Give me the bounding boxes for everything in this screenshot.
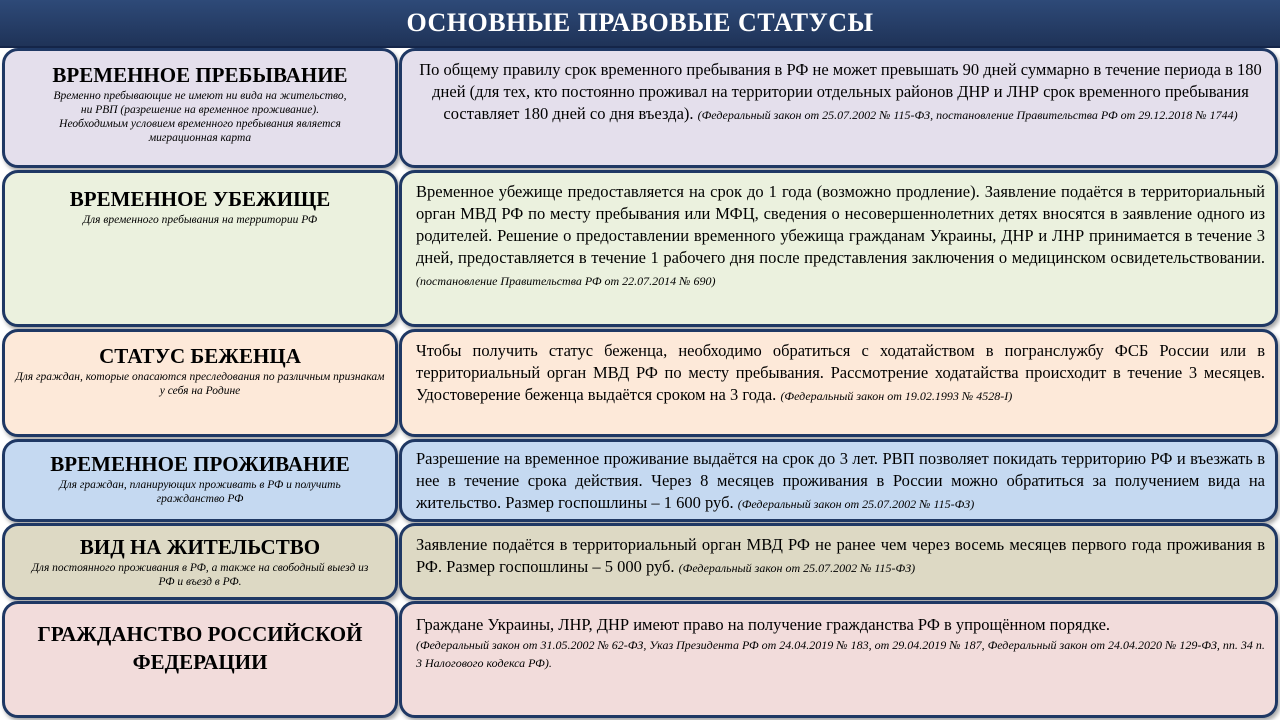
status-description-card bbox=[399, 523, 1278, 600]
status-text: Разрешение на временное проживание выдаётся на срок до 3 лет. РВП позволяет покидать территорию РФ и въезжать в нее в течение срока действия. Через 8 месяцев проживания в России можно обратиться за получением вида на жительство. Размер госпошлины – 1 600 руб. bbox=[416, 449, 1265, 512]
status-heading: ГРАЖДАНСТВО РОССИЙСКОЙ ФЕДЕРАЦИИ bbox=[37, 622, 363, 674]
legal-reference: (Федеральный закон от 25.07.2002 № 115-ФЗ) bbox=[678, 561, 916, 575]
status-description-card bbox=[399, 48, 1278, 168]
status-description bbox=[416, 338, 1265, 407]
status-description-card bbox=[399, 601, 1278, 718]
status-description bbox=[416, 532, 1265, 579]
page-title: ОСНОВНЫЕ ПРАВОВЫЕ СТАТУСЫ bbox=[0, 0, 1280, 48]
status-heading: ВИД НА ЖИТЕЛЬСТВО bbox=[79, 535, 321, 559]
status-description bbox=[416, 179, 1265, 292]
status-heading: ВРЕМЕННОЕ ПРЕБЫВАНИЕ bbox=[52, 63, 348, 87]
status-row-refugee bbox=[0, 329, 1280, 439]
status-description-card bbox=[399, 170, 1278, 327]
status-heading: ВРЕМЕННОЕ УБЕЖИЩЕ bbox=[69, 187, 331, 211]
status-subtitle: Для граждан, которые опасаются преследования по различным признакам у себя на Родине bbox=[15, 371, 385, 397]
status-label-card bbox=[2, 48, 398, 168]
legal-reference: (Федеральный закон от 19.02.1993 № 4528-I) bbox=[780, 389, 1013, 403]
status-row-temporary-asylum bbox=[0, 170, 1280, 328]
status-label-card bbox=[2, 601, 398, 718]
legal-reference: (Федеральный закон от 25.07.2002 № 115-ФЗ, постановление Правительства РФ от 29.12.2018 № 1744) bbox=[697, 108, 1238, 122]
status-heading: СТАТУС БЕЖЕНЦА bbox=[99, 344, 301, 368]
status-row-temporary-stay bbox=[0, 48, 1280, 170]
legal-reference: (Федеральный закон от 31.05.2002 № 62-ФЗ, Указ Президента РФ от 24.04.2019 № 183, от 29.04.2019 № 187, Федеральный закон от 24.04.2020 № 129-ФЗ, пп. 34 п. 3 Налогового кодекса РФ). bbox=[416, 638, 1265, 670]
status-subtitle: Временно пребывающие не имеют ни вида на жительство, ни РВП (разрешение на временное проживание). Необходимым условием временного пребывания является миграционная карта bbox=[53, 90, 347, 144]
status-description-card bbox=[399, 439, 1278, 522]
status-description bbox=[416, 57, 1265, 126]
status-text: Заявление подаётся в территориальный орган МВД РФ не ранее чем через восемь месяцев первого года проживания в РФ. Размер госпошлины – 5 000 руб. bbox=[416, 535, 1265, 576]
status-text: Временное убежище предоставляется на срок до 1 года (возможно продление). Заявление подаётся в территориальный орган МВД РФ по месту пребывания или МФЦ, сведения о несовершеннолетних детях вносятся в заявление одного из родителей. Решение о предоставлении временного убежища гражданам Украины, ДНР и ЛНР принимается в течение 3 дней, предоставляется в течение 1 рабочего дня после представления заключения о медицинском освидетельствовании. bbox=[416, 182, 1265, 267]
status-label-card bbox=[2, 439, 398, 522]
legal-reference: (постановление Правительства РФ от 22.07.2014 № 690) bbox=[416, 274, 716, 288]
status-description bbox=[416, 448, 1265, 515]
status-text: Граждане Украины, ЛНР, ДНР имеют право на получение гражданства РФ в упрощённом порядке. bbox=[416, 615, 1111, 634]
status-label-card bbox=[2, 329, 398, 437]
status-label-card bbox=[2, 170, 398, 327]
status-text: Чтобы получить статус беженца, необходимо обратиться с ходатайством в погранслужбу ФСБ России или в территориальный орган МВД РФ по месту пребывания. Рассмотрение ходатайства происходит в течение 3 месяцев. Удостоверение беженца выдаётся сроком на 3 года. bbox=[416, 341, 1265, 404]
status-subtitle: Для граждан, планирующих проживать в РФ и получить гражданство РФ bbox=[59, 479, 341, 505]
status-row-citizenship bbox=[0, 601, 1280, 719]
status-subtitle: Для постоянного проживания в РФ, а также на свободный выезд из РФ и въезд в РФ. bbox=[31, 562, 369, 588]
status-heading: ВРЕМЕННОЕ ПРОЖИВАНИЕ bbox=[50, 452, 350, 476]
status-row-temporary-residence bbox=[0, 439, 1280, 523]
status-subtitle: Для временного пребывания на территории РФ bbox=[82, 214, 318, 226]
legal-reference: (Федеральный закон от 25.07.2002 № 115-ФЗ) bbox=[737, 497, 975, 511]
status-text: По общему правилу срок временного пребывания в РФ не может превышать 90 дней суммарно в течение периода в 180 дней (для тех, кто постоянно проживал на территории отдельных районов ДНР и ЛНР срок временного пребывания составляет 180 дней со дня въезда). bbox=[419, 60, 1262, 123]
status-label-card bbox=[2, 523, 398, 600]
status-description-card bbox=[399, 329, 1278, 437]
status-row-residence-permit bbox=[0, 523, 1280, 601]
